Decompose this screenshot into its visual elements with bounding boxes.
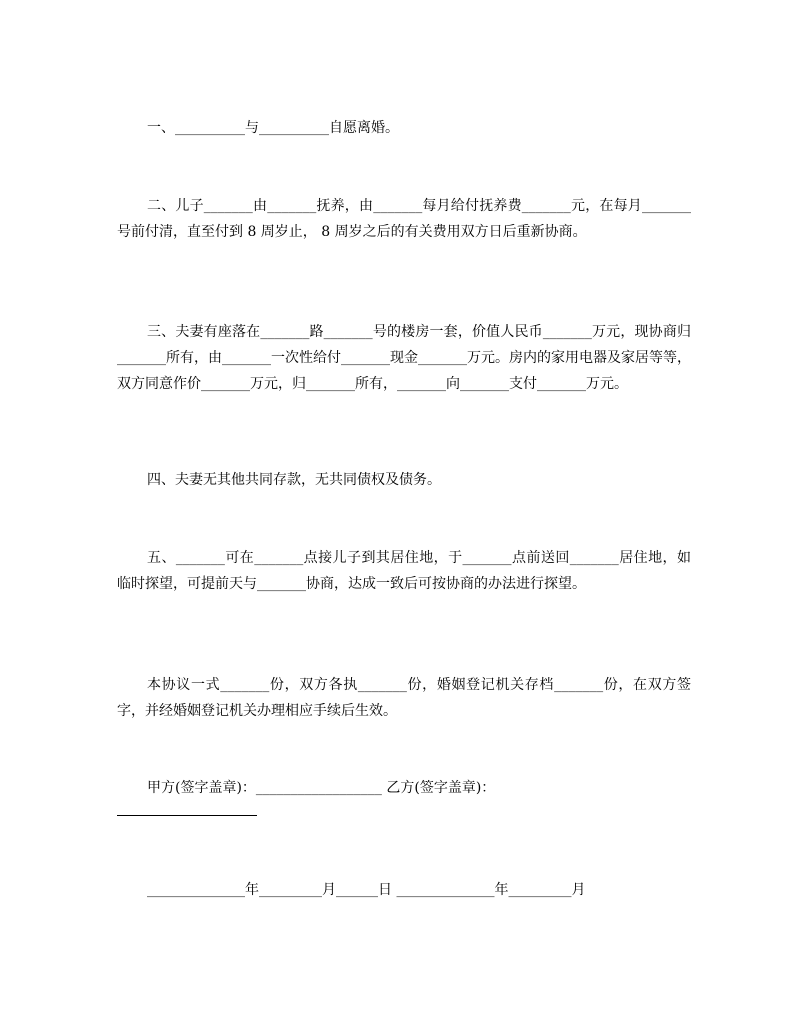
clause-2: 二、儿子_______由_______抚养，由_______每月给付抚养费_______元，在每月_______号前付清，直至付到 8 周岁止， 8 周岁之后的有关费用双方日后重新协商。	[117, 198, 691, 240]
copies-clause: 本协议一式_______份，双方各执_______份，婚姻登记机关存档_______份，在双方签字，并经婚姻登记机关办理相应手续后生效。	[117, 677, 691, 719]
date-line: ______________年_________月______日 ______________年_________月	[147, 882, 586, 898]
clause-1: 一、__________与__________自愿离婚。	[147, 120, 399, 136]
signature-blank-line	[117, 815, 257, 816]
clause-4: 四、夫妻无其他共同存款，无共同债权及债务。	[147, 472, 441, 488]
signature-line: 甲方(签字盖章)：__________________ 乙方(签字盖章)：	[147, 780, 496, 796]
clause-5: 五、_______可在_______点接儿子到其居住地，于_______点前送回_______居住地，如临时探望，可提前天与_______协商，达成一致后可按协商的办法进行探望。	[117, 550, 691, 592]
clause-3: 三、夫妻有座落在_______路_______号的楼房一套，价值人民币_______万元，现协商归_______所有，由_______一次性给付_______现金_______万元。房内的家用电器及家居等等，双方同意作价_______万元，归_______所有，_______向_______支付_______万元。	[117, 324, 691, 392]
